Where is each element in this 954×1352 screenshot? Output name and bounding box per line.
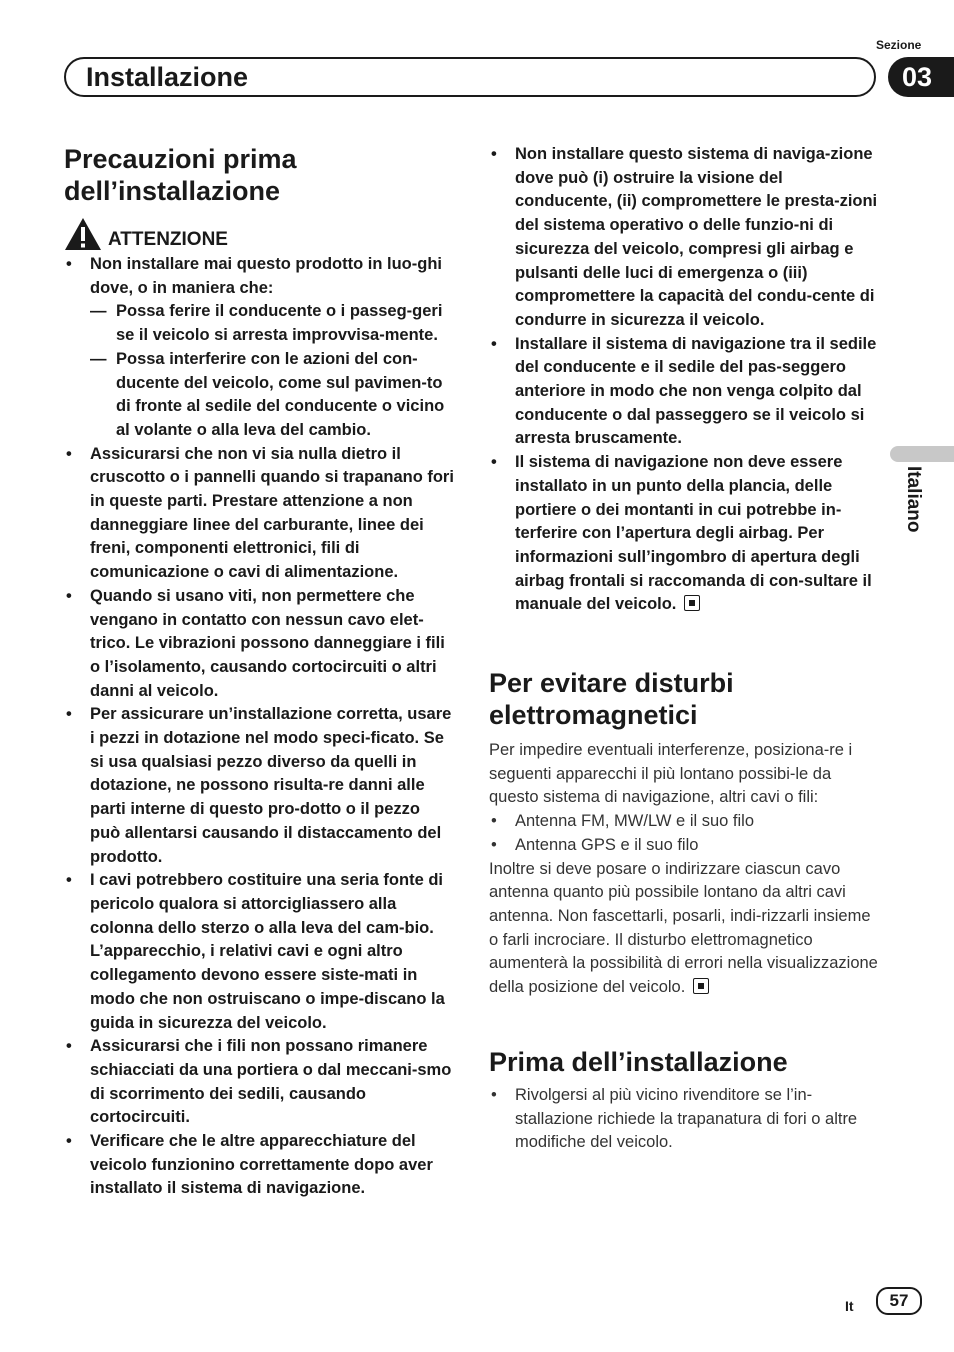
- list-item: [64, 1130, 454, 1201]
- list-item-text: Rivolgersi al più vicino rivenditore se l’in-stallazione richiede la trapanatura di fori o altre modifiche del veicolo.: [515, 1085, 858, 1152]
- section-header-bar: [64, 57, 876, 97]
- list-item-text: Antenna FM, MW/LW e il suo filo: [515, 812, 755, 831]
- list-item: [489, 451, 879, 617]
- list-item-text: Antenna GPS e il suo filo: [515, 835, 699, 854]
- dash-icon: —: [90, 349, 107, 368]
- sub-item-text: Possa ferire il conducente o i passeg-geri se il veicolo si arresta improvvisa-mente.: [116, 302, 443, 345]
- list-item-text: Non installare mai questo prodotto in luo-ghi dove, o in maniera che:: [90, 255, 442, 297]
- bullet-icon: •: [491, 334, 497, 353]
- end-mark-icon: [693, 978, 709, 994]
- dash-icon: —: [90, 302, 107, 321]
- list-item: [64, 869, 454, 1035]
- bullet-icon: •: [491, 812, 497, 831]
- emi-heading: Per evitare disturbi elettromagnetici: [489, 668, 734, 731]
- sub-item-text: Possa interferire con le azioni del con-ducente del veicolo, come sul pavimen-to di fronte al sedile del conducente o vicino al volante o alla leva del cambio.: [116, 349, 445, 439]
- list-item: [64, 1035, 454, 1130]
- right-column: [489, 143, 879, 1155]
- list-item-text: Assicurarsi che non vi sia nulla dietro il cruscotto o i pannelli quando si trapanano fori in queste parti. Prestare attenzione a non danneggiare linee del carburante, linee dei freni, componenti elettronici, fili di comunicazione o cavi di alimentazione.: [90, 444, 454, 582]
- list-item: [64, 585, 454, 704]
- list-item: [64, 443, 454, 585]
- bullet-icon: •: [66, 444, 72, 463]
- list-item: [489, 810, 879, 834]
- list-item: [64, 253, 454, 443]
- end-mark-icon: [684, 595, 700, 611]
- emi-intro: [489, 739, 879, 810]
- bullet-icon: •: [66, 871, 72, 890]
- section-number-badge: 03: [888, 57, 954, 97]
- bullet-icon: •: [66, 705, 72, 724]
- installation-warnings-list: [489, 143, 879, 617]
- sub-list-item: [90, 348, 454, 443]
- prima-bullet-list: [489, 1084, 879, 1155]
- list-item-text: Quando si usano viti, non permettere che vengano in contatto con nessun cavo elet-trico. Le vibrazioni possono danneggiare i fili o l’isolamento, causando cortocircuiti o altri danni al veicolo.: [90, 586, 445, 700]
- page-language-code: It: [845, 1298, 854, 1314]
- bullet-icon: •: [491, 145, 497, 163]
- list-item-text: Assicurarsi che i fili non possano rimanere schiacciati da una portiera o dal meccani-smo di scorrimento dei sedili, causando cortocircuiti.: [90, 1037, 452, 1127]
- bullet-icon: •: [66, 586, 72, 605]
- emi-bullet-list: [489, 810, 879, 857]
- list-item-text: Per assicurare un’installazione corretta, usare i pezzi in dotazione nel modo speci-ficato. Se si usa qualsiasi pezzo diverso da quelli in dotazione, ne possono risulta-re danni alle parti interne di questo pro-dotto o il pezzo può allentarsi causando il distaccamento del prodotto.: [90, 705, 452, 866]
- sub-list-item: [90, 300, 454, 347]
- emi-body-text: Inoltre si deve posare o indirizzare ciascun cavo antenna quanto più possibile lontano da altri cavi antenna. Non fascettarli, posarli, indi-rizzarli insieme o farli incrociare. Il disturbo elettromagnetico aumenterà la possibilità di errori nella visualizzazione della posizione del veicolo.: [489, 859, 878, 997]
- caution-block: [64, 217, 454, 251]
- list-item-text: Non installare questo sistema di naviga-zione dove può (i) ostruire la visione del conducente, (ii) compromettere le presta-zioni del sistema operativo o delle funzio-ni di sicurezza del veicolo, compresi gli airbag e pulsanti delle luci di emergenza o (iii) compromettere la capacità del condu-cente di condurre in sicurezza il veicolo.: [515, 145, 878, 329]
- bullet-icon: •: [66, 1037, 72, 1056]
- left-column: [64, 143, 454, 1201]
- list-item-text: Installare il sistema di navigazione tra il sedile del conducente e il sedile del pas-seggero anteriore in modo che non venga colpito dal conducente o dal passeggero se il veicolo si arresta bruscamente.: [515, 334, 877, 448]
- emi-intro-text: Per impedire eventuali interferenze, posiziona-re i seguenti apparecchi il più lontano possibi-le da questo sistema di navigazione, altri cavi o fili:: [489, 741, 853, 807]
- precautions-heading: Precauzioni prima dell’installazione: [64, 144, 297, 206]
- bullet-icon: •: [491, 453, 497, 472]
- bullet-icon: •: [491, 1085, 497, 1104]
- bullet-icon: •: [66, 1132, 72, 1151]
- language-tab-marker: [890, 446, 954, 462]
- list-item: [489, 143, 879, 333]
- prima-heading: Prima dell’installazione: [489, 1046, 788, 1077]
- caution-label: ATTENZIONE: [108, 229, 228, 250]
- section-caption: Sezione: [876, 38, 922, 52]
- list-item-text: Verificare che le altre apparecchiature del veicolo funzionino correttamente dopo aver installato il sistema di navigazione.: [90, 1132, 433, 1198]
- list-item: [489, 333, 879, 452]
- warning-triangle-icon: [64, 217, 102, 251]
- section-title: Installazione: [86, 62, 249, 92]
- bullet-icon: •: [491, 835, 497, 854]
- list-item: [64, 703, 454, 869]
- language-side-label: Italiano: [903, 466, 924, 533]
- bullet-icon: •: [66, 255, 72, 273]
- list-item: [489, 1084, 879, 1155]
- page-number: 57: [876, 1287, 922, 1315]
- list-item: [489, 834, 879, 858]
- emi-body: [489, 858, 879, 1000]
- sub-list: [90, 300, 454, 442]
- list-item-text: Il sistema di navigazione non deve essere installato in un punto della plancia, delle portiere o dei montanti in cui potrebbe in-terferire con l’apertura degli airbag. Per informazioni sull’ingombro di apertura degli airbag frontali si raccomanda di con-sultare il manuale del veicolo.: [515, 453, 872, 614]
- list-item-text: I cavi potrebbero costituire una seria fonte di pericolo qualora si attorcigliassero alla colonna dello sterzo o alla leva del cam-bio. L’apparecchio, i relativi cavi e ogni altro collegamento devono essere siste-mati in modo che non ostruiscano o impe-discano la guida in sicurezza del veicolo.: [90, 871, 445, 1032]
- precautions-list: [64, 253, 454, 1201]
